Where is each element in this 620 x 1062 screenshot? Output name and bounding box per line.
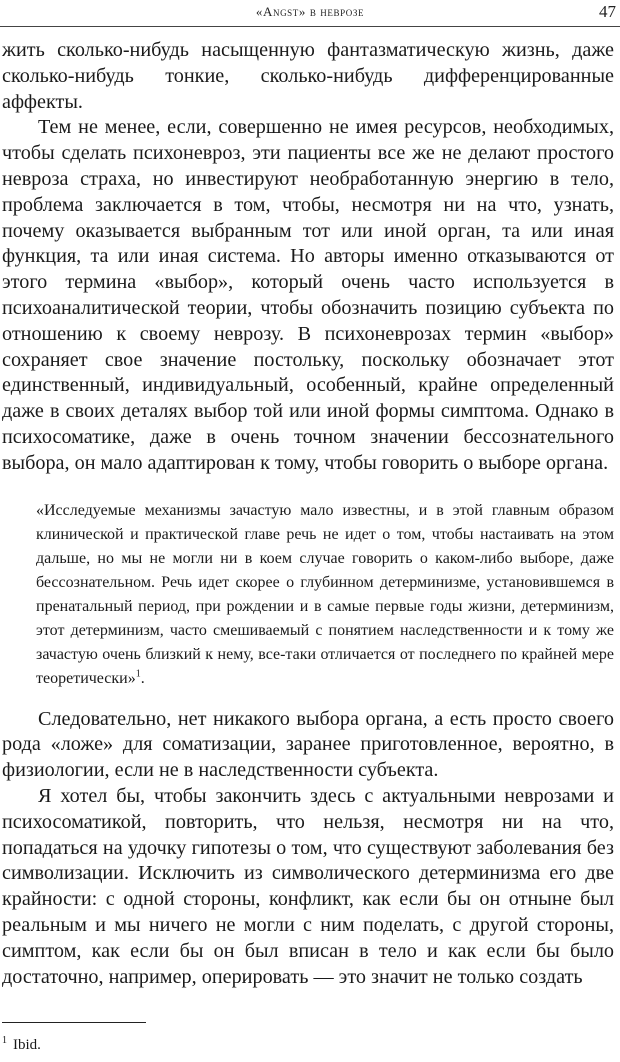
paragraph-4: Я хотел бы, чтобы закончить здесь с актуальными неврозами и психосоматикой, повторить, что нельзя, несмотря ни на что, попадаться на удочку гипотезы о том, что существуют заболевания без символизации. Исключить из символического детерминизма его две крайности: с одной стороны, конфликт, как если бы он отныне был реальным и мы ничего не могли с ним поделать, с другой стороны, симптом, как если бы он был вписан в тело и как если бы было достаточно, например, оперировать — это значит не только создать: [2, 784, 614, 988]
footnote: [2, 1036, 41, 1054]
paragraph-2: Тем не менее, если, совершенно не имея ресурсов, необходимых, чтобы сделать психоневроз, эти пациенты все же не делают простого невроза страха, но инвестируют необработанную энергию в тело, проблема заключается в том, чтобы, несмотря ни на что, узнать, почему оказывается выбранным тот или иной орган, та или иная функция, та или иная система. Но авторы именно отказываются от этого термина «выбор», который очень часто используется в психоаналитической теории, чтобы обозначить позицию субъекта по отношению к своему неврозу. В психоневрозах термин «выбор» сохраняет свое значение постольку, поскольку обозначает этот единственный, индивидуальный, особенный, крайне определенный даже в своих деталях выбор той или иной формы симптома. Однако в психосоматике, даже в очень точном значении бессознательного выбора, он мало адаптирован к тому, чтобы говорить о выборе органа.: [2, 116, 614, 474]
footnote-mark: 1: [2, 1035, 7, 1046]
footnote-rule: [2, 1022, 146, 1023]
footnote-text: Ibid.: [13, 1037, 41, 1053]
page-header: [0, 0, 620, 28]
header-rule: [0, 26, 620, 27]
block-quote: «Исследуемые механизмы зачастую мало известны, и в этой главным образом клинической и практической главе речь не идет о том, чтобы настаивать на этом дальше, но мы не могли ни в коем случае говорить о каком-либо выборе, даже бессознательном. Речь идет скорее о глубинном детерминизме, установившемся в пренатальный период, при рождении и в самые первые годы жизни, детерминизм, этот детерминизм, часто смешиваемый с понятием наследственности и к тому же зачастую очень близкий к нему, все-таки отличается от последнего по крайней мере теоретически»$^1$.: [36, 501, 614, 687]
block-quote-text: «Исследуемые механизмы зачастую мало известны, и в этой главным образом клинической и практической главе речь не идет о том, чтобы настаивать на этом дальше, но мы не могли ни в коем случае говорить о каком-либо выборе, даже бессознательном. Речь идет скорее о глубинном детерминизме, установившемся в пренатальный период, при рождении и в самые первые годы жизни, детерминизм, этот детерминизм, часто смешиваемый с понятием наследственности и к тому же зачастую очень близкий к нему, все-таки отличается от последнего по крайней мере теоретически»: [36, 501, 614, 687]
body-text: [2, 38, 614, 990]
paragraph-1: жить сколько-нибудь насыщенную фантазматическую жизнь, даже сколько-нибудь тонкие, сколько-нибудь дифференцированные аффекты.: [2, 39, 614, 113]
paragraph-3: Следовательно, нет никакого выбора органа, а есть просто своего рода «ложе» для соматизации, заранее приготовленное, вероятно, в физиологии, если не в наследственности субъекта.: [2, 707, 614, 782]
footnote-reference[interactable]: 1: [135, 668, 141, 680]
running-title: «Angst» в неврозе: [255, 4, 365, 19]
page-number: 47: [599, 2, 616, 21]
